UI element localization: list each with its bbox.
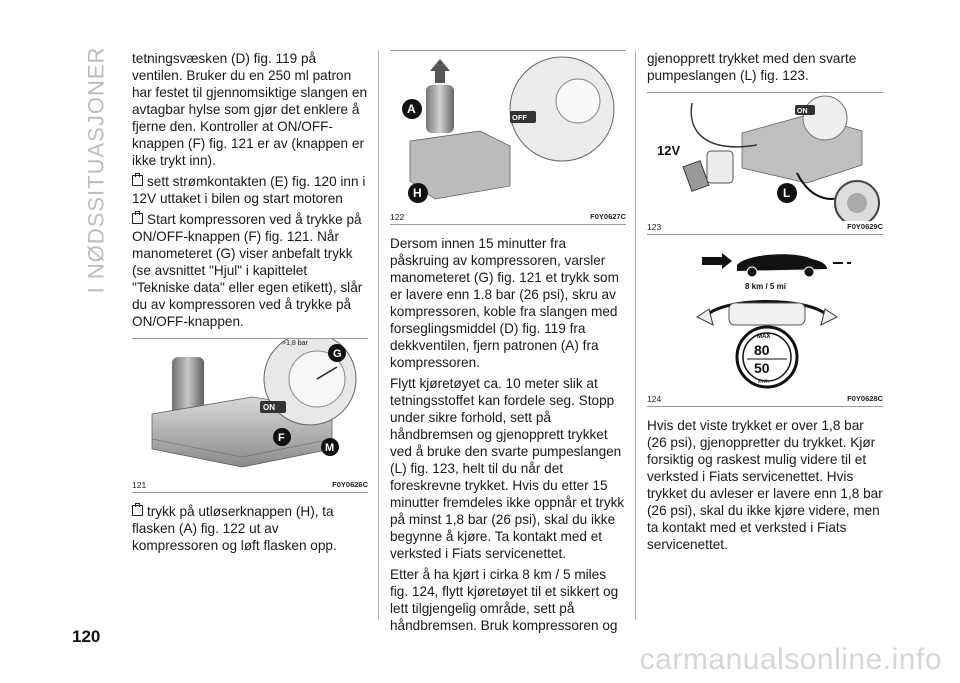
label-kmh: km/h (758, 379, 769, 385)
label-a: A (407, 102, 416, 116)
compressor-on-illustration (132, 339, 368, 479)
figure-123 (647, 92, 883, 235)
paragraph: Etter å ha kjørt i cirka 8 km / 5 miles fig. 124, flytt kjøretøyet til et sikkert og lett tilgjengelig område, sett på håndbremsen. Bruk kompressoren og (390, 567, 619, 633)
figure-caption (390, 211, 626, 225)
figure-number: 124 (647, 394, 662, 404)
label-50: 50 (754, 360, 770, 376)
watermark: carmanualsonline.info (639, 643, 942, 676)
column-divider (635, 50, 636, 620)
bullet-icon (132, 505, 143, 516)
label-pressure: >1,8 bar (282, 340, 308, 347)
label-l: L (783, 186, 791, 200)
flask-release-illustration (390, 51, 626, 211)
paragraph: gjenopprett trykket med den svarte pumpeslangen (L) fig. 123. (647, 51, 857, 83)
bullet-text: Start kompressoren ved å trykke på ON/OFF-knappen (F) fig. 121. Når manometeret (G) viser anbefalt trykk (se avsnittet "Hjul" i kapittelet "Tekniske data" eller egen etikett), slår du av kompressoren ved å trykke på ON/OFF-knappen. (132, 212, 363, 329)
bullet-item (132, 173, 368, 207)
compressor-hose-illustration (647, 93, 883, 221)
column-2 (390, 50, 626, 638)
figure-code: F0Y0628C (847, 394, 883, 403)
figure-caption (647, 221, 883, 235)
label-max: MAX (757, 334, 771, 340)
bullet-text: trykk på utløserknappen (H), ta flasken (A) fig. 122 ut av kompressoren og løft flasken opp. (132, 504, 337, 553)
paragraph: Dersom innen 15 minutter fra påskruing av kompressoren, varsler manometeret (G) fig. 121 et trykk som er lavere enn 1.8 bar (26 psi), skru av kompressoren, koble fra slangen med forseglingsmiddel (D) fig. 119 fra dekkventilen, fjern patronen (A) fra kompressoren. (390, 236, 619, 370)
figure-code: F0Y0629C (847, 222, 883, 231)
label-12v: 12V (657, 143, 681, 158)
bullet-icon (132, 213, 143, 224)
bullet-text: sett strømkontakten (E) fig. 120 inn i 12V uttaket i bilen og start motoren (132, 174, 366, 206)
figure-code: F0Y0627C (590, 212, 626, 221)
label-on: ON (263, 403, 275, 412)
page-number: 120 (72, 627, 101, 646)
label-h: H (413, 186, 422, 200)
bullet-icon (132, 175, 143, 186)
bullet-item (132, 503, 368, 554)
column-1 (132, 50, 368, 558)
figure-number: 121 (132, 480, 147, 490)
figure-122 (390, 50, 626, 225)
label-m: M (325, 442, 335, 454)
label-80: 80 (754, 342, 770, 358)
label-g: G (333, 348, 342, 360)
column-3 (647, 50, 883, 557)
label-f: F (278, 432, 285, 444)
label-off: OFF (512, 113, 527, 122)
section-title-text: I NØDSSITUASJONER (83, 46, 108, 294)
figure-number: 123 (647, 222, 662, 232)
section-title (66, 40, 126, 300)
figure-caption (132, 479, 368, 493)
figure-caption (647, 393, 883, 407)
figure-124 (647, 245, 883, 407)
label-on: ON (797, 108, 808, 115)
drive-distance-illustration (647, 245, 883, 393)
column-divider (378, 50, 379, 620)
bullet-item (132, 211, 368, 330)
label-distance: 8 km / 5 mi (745, 282, 786, 291)
figure-121 (132, 338, 368, 493)
paragraph: tetningsvæsken (D) fig. 119 på ventilen. Bruker du en 250 ml patron har festet til gjennomsiktige slangen en avtagbar hylse som gjør det enklere å fjerne den. Kontroller at ON/OFF-knappen (F) fig. 121 er av (knappen er ikke trykt inn). (132, 51, 368, 168)
figure-code: F0Y0626C (332, 480, 368, 489)
paragraph: Flytt kjøretøyet ca. 10 meter slik at tetningsstoffet kan fordele seg. Stopp under sikre forhold, sett på håndbremsen og gjenopprett trykket ved å bruke den svarte pumpeslangen (L) fig. 123, helt til du når det foreskrevne trykket. Hvis du etter 15 minutter fremdeles ikke oppnår et trykk på minst 1,8 bar (26 psi), skal du ikke begynne å kjøre. Ta kontakt med et verksted i Fiats servicenettet. (390, 376, 625, 561)
figure-number: 122 (390, 212, 405, 222)
paragraph: Hvis det viste trykket er over 1,8 bar (26 psi), gjenoppretter du trykket. Kjør forsiktig og raskest mulig videre til et verksted i Fiats servicenettet. Hvis trykket du avleser er lavere enn 1,8 bar (26 psi), skal du ikke kjøre videre, men ta kontakt med et verksted i Fiats servicenettet. (647, 418, 883, 552)
